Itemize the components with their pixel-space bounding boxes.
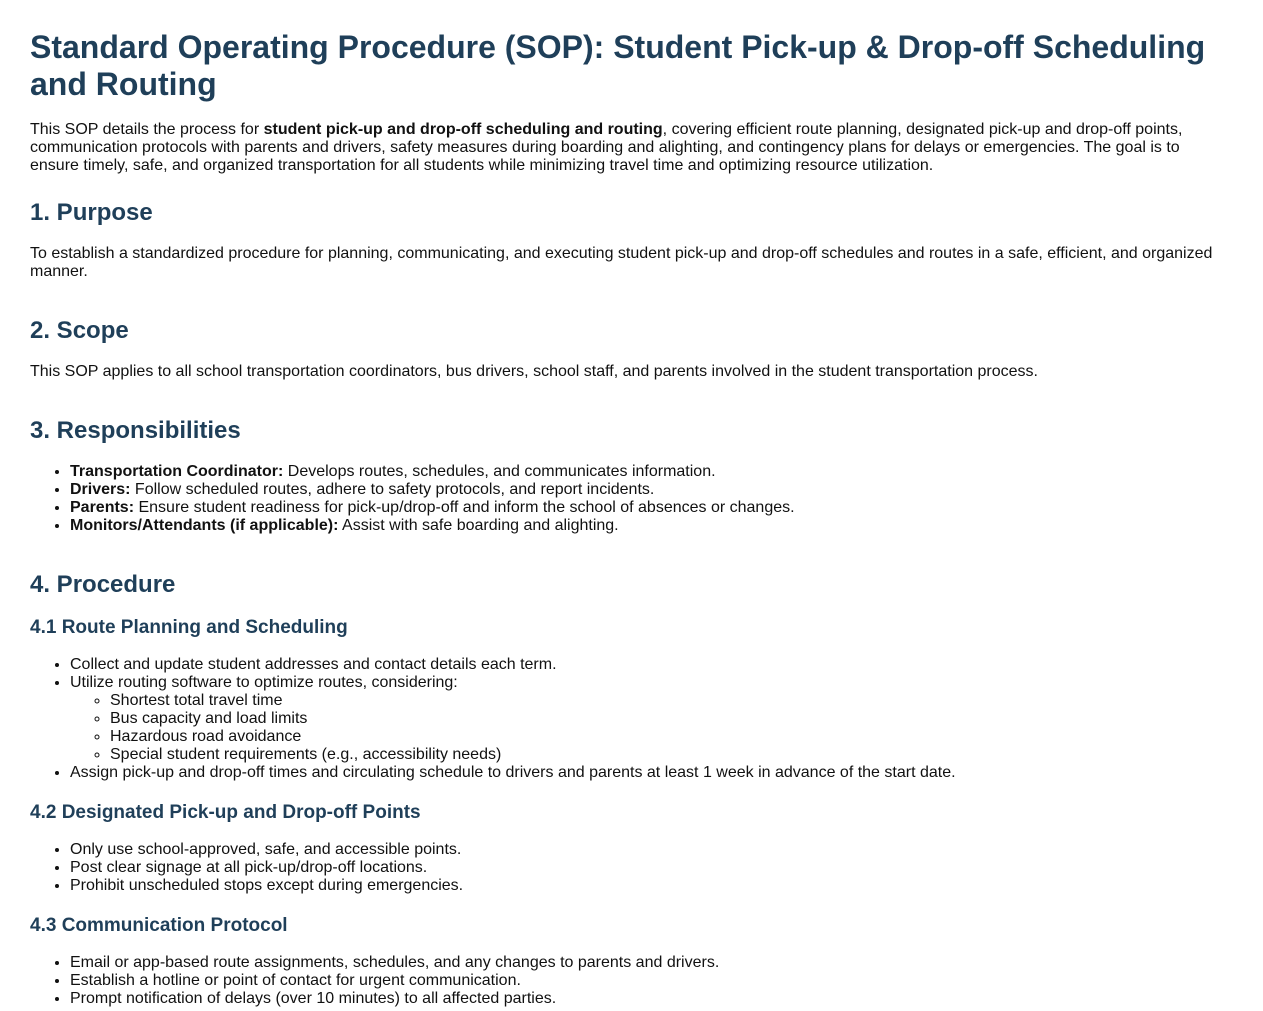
role-description: Develops routes, schedules, and communicates information. xyxy=(283,463,716,480)
list-item: • Assign pick-up and drop-off times and circulating schedule to drivers and parents at least 1 week in advance of the start date. xyxy=(70,764,1233,782)
list-item: ◦ Hazardous road avoidance xyxy=(110,728,1233,746)
role-label: Parents: xyxy=(70,499,135,516)
list-item: ◦ Bus capacity and load limits xyxy=(110,710,1233,728)
list-item xyxy=(70,481,1233,499)
route-criteria-list xyxy=(70,692,1233,764)
role-description: Ensure student readiness for pick-up/drop-off and inform the school of absences or changes. xyxy=(134,499,795,516)
role-label: Transportation Coordinator: xyxy=(70,463,284,480)
role-label: Drivers: xyxy=(70,481,131,498)
points-list xyxy=(30,841,1233,895)
list-item: • Establish a hotline or point of contact for urgent communication. xyxy=(70,972,1233,990)
list-item: • Only use school-approved, safe, and accessible points. xyxy=(70,841,1233,859)
role-description: Assist with safe boarding and alighting. xyxy=(338,517,619,534)
intro-text-after: , covering efficient route planning, designated pick-up and drop-off points, communication protocols with parents and drivers, safety measures during boarding and alighting, and contingency plans for delays or emergencies. The goal is to ensure timely, safe, and organized transportation for all students while minimizing travel time and optimizing resource utilization. xyxy=(30,121,1183,174)
list-item xyxy=(70,517,1233,535)
list-item: ◦ Shortest total travel time xyxy=(110,692,1233,710)
intro-text-bold: student pick-up and drop-off scheduling and routing xyxy=(263,121,663,138)
route-planning-list xyxy=(30,656,1233,782)
list-item: • Prohibit unscheduled stops except during emergencies. xyxy=(70,877,1233,895)
list-item-text: Utilize routing software to optimize routes, considering: xyxy=(70,674,458,691)
responsibilities-list xyxy=(30,463,1233,535)
list-item xyxy=(70,499,1233,517)
scope-text: This SOP applies to all school transportation coordinators, bus drivers, school staff, and parents involved in the student transportation process. xyxy=(30,363,1038,380)
communication-heading: 4.3 Communication Protocol xyxy=(30,915,288,936)
purpose-text: To establish a standardized procedure for planning, communicating, and executing student pick-up and drop-off schedules and routes in a safe, efficient, and organized manner. xyxy=(30,245,1213,280)
intro-paragraph xyxy=(30,121,1233,175)
responsibilities-heading: 3. Responsibilities xyxy=(30,417,241,444)
list-item: • Prompt notification of delays (over 10 minutes) to all affected parties. xyxy=(70,990,1233,1008)
role-label: Monitors/Attendants (if applicable): xyxy=(70,517,339,534)
list-item: ◦ Special student requirements (e.g., accessibility needs) xyxy=(110,746,1233,764)
list-item xyxy=(70,674,1233,764)
list-item xyxy=(70,463,1233,481)
communication-list xyxy=(30,954,1233,1008)
scope-heading: 2. Scope xyxy=(30,317,129,344)
route-planning-heading: 4.1 Route Planning and Scheduling xyxy=(30,617,348,638)
points-heading: 4.2 Designated Pick-up and Drop-off Points xyxy=(30,802,421,823)
purpose-heading: 1. Purpose xyxy=(30,199,153,226)
page-title: Standard Operating Procedure (SOP): Student Pick-up & Drop-off Scheduling and Routing xyxy=(30,29,1206,102)
role-description: Follow scheduled routes, adhere to safety protocols, and report incidents. xyxy=(130,481,655,498)
list-item: • Email or app-based route assignments, schedules, and any changes to parents and drivers. xyxy=(70,954,1233,972)
intro-text-before: This SOP details the process for xyxy=(30,121,264,138)
list-item: • Post clear signage at all pick-up/drop-off locations. xyxy=(70,859,1233,877)
list-item: • Collect and update student addresses and contact details each term. xyxy=(70,656,1233,674)
procedure-heading: 4. Procedure xyxy=(30,571,176,598)
